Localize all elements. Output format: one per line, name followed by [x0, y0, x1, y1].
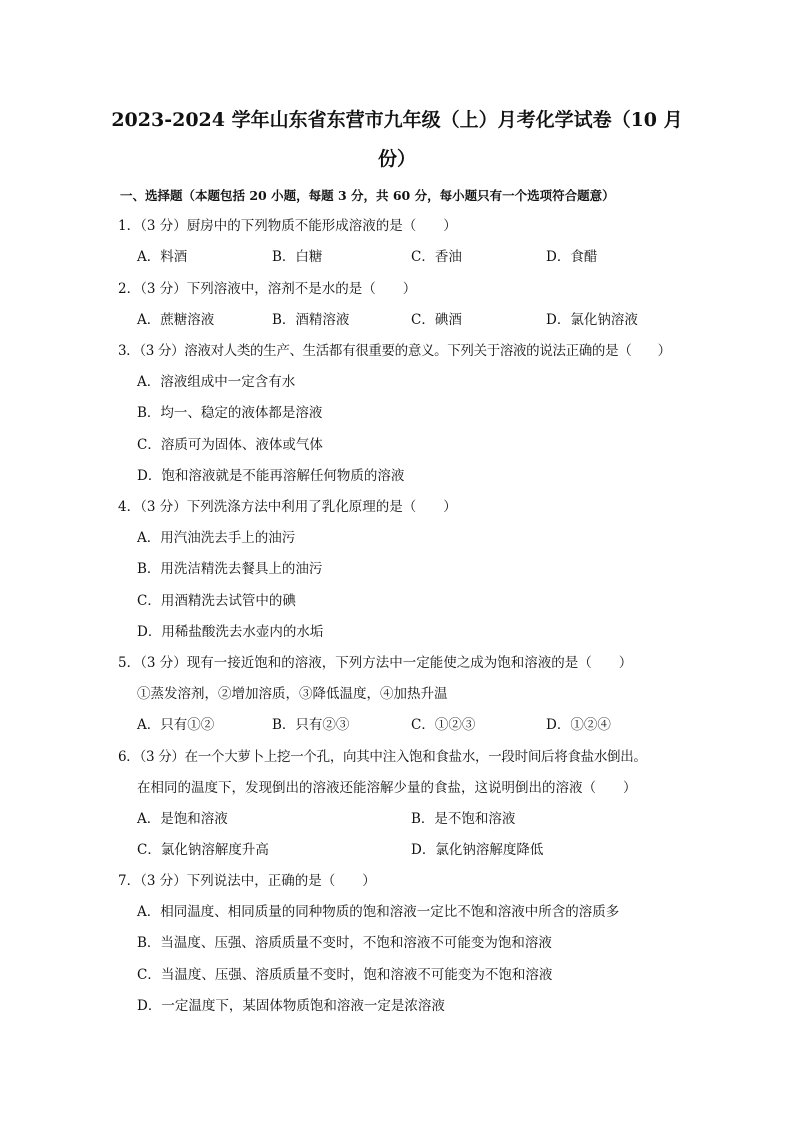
question-3-stem: 3．（3 分）溶液对人类的生产、生活都有很重要的意义。下列关于溶液的说法正确的是（ ）: [118, 343, 671, 359]
q6-option-c: C．氯化钠溶解度升高: [137, 842, 269, 858]
q1-option-d: D．食醋: [546, 249, 598, 265]
q4-option-d: D．用稀盐酸洗去水壶内的水垢: [137, 624, 324, 640]
exam-title-line-1: 2023-2024 学年山东省东营市九年级（上）月考化学试卷（10 月: [111, 109, 683, 131]
q7-option-c: C．当温度、压强、溶质质量不变时，饱和溶液不可能变为不饱和溶液: [137, 967, 553, 983]
q3-option-d: D．饱和溶液就是不能再溶解任何物质的溶液: [137, 468, 405, 484]
q5-option-b: B．只有②③: [272, 717, 350, 733]
q5-option-c: C．①②③: [411, 717, 476, 733]
q4-option-c: C．用酒精洗去试管中的碘: [137, 593, 296, 609]
q6-option-b: B．是不饱和溶液: [411, 811, 516, 827]
q4-option-b: B．用洗洁精洗去餐具上的油污: [137, 561, 323, 577]
question-2-stem: 2．（3 分）下列溶液中，溶剂不是水的是（ ）: [118, 281, 417, 297]
question-6-stem-continued: 在相同的温度下，发现倒出的溶液还能溶解少量的食盐，这说明倒出的溶液（ ）: [137, 780, 637, 796]
q2-option-a: A．蔗糖溶液: [137, 312, 215, 328]
q6-option-a: A．是饱和溶液: [137, 811, 228, 827]
question-6-stem: 6．（3 分）在一个大萝卜上挖一个孔，向其中注入饱和食盐水，一段时间后将食盐水倒出。: [118, 749, 647, 765]
q2-option-c: C．碘酒: [411, 312, 462, 328]
q7-option-b: B．当温度、压强、溶质质量不变时，不饱和溶液不可能变为饱和溶液: [137, 935, 552, 951]
q7-option-d: D．一定温度下，某固体物质饱和溶液一定是浓溶液: [137, 998, 445, 1014]
q5-items: ①蒸发溶剂，②增加溶质，③降低温度，④加热升温: [137, 686, 448, 702]
q3-option-c: C．溶质可为固体、液体或气体: [137, 437, 323, 453]
q5-option-d: D．①②④: [546, 717, 611, 733]
section-heading: 一、选择题（本题包括 20 小题，每题 3 分，共 60 分，每小题只有一个选项符合题意）: [120, 188, 615, 203]
q1-option-b: B．白糖: [272, 249, 323, 265]
q7-option-a: A．相同温度、相同质量的同种物质的饱和溶液一定比不饱和溶液中所含的溶质多: [137, 904, 620, 920]
question-7-stem: 7．（3 分）下列说法中，正确的是（ ）: [118, 873, 376, 889]
q1-option-a: A．料酒: [137, 249, 188, 265]
q3-option-b: B．均一、稳定的液体都是溶液: [137, 405, 323, 421]
question-5-stem: 5．（3 分）现有一接近饱和的溶液，下列方法中一定能使之成为饱和溶液的是（ ）: [118, 655, 633, 671]
q4-option-a: A．用汽油洗去手上的油污: [137, 530, 296, 546]
question-4-stem: 4．（3 分）下列洗涤方法中利用了乳化原理的是（ ）: [118, 499, 457, 515]
q2-option-b: B．酒精溶液: [272, 312, 350, 328]
q1-option-c: C．香油: [411, 249, 462, 265]
q2-option-d: D．氯化钠溶液: [546, 312, 638, 328]
question-1-stem: 1．（3 分）厨房中的下列物质不能形成溶液的是（ ）: [118, 218, 457, 234]
q5-option-a: A．只有①②: [137, 717, 215, 733]
q3-option-a: A．溶液组成中一定含有水: [137, 374, 296, 390]
exam-title-line-2: 份）: [377, 148, 416, 170]
q6-option-d: D．氯化钠溶解度降低: [411, 842, 544, 858]
